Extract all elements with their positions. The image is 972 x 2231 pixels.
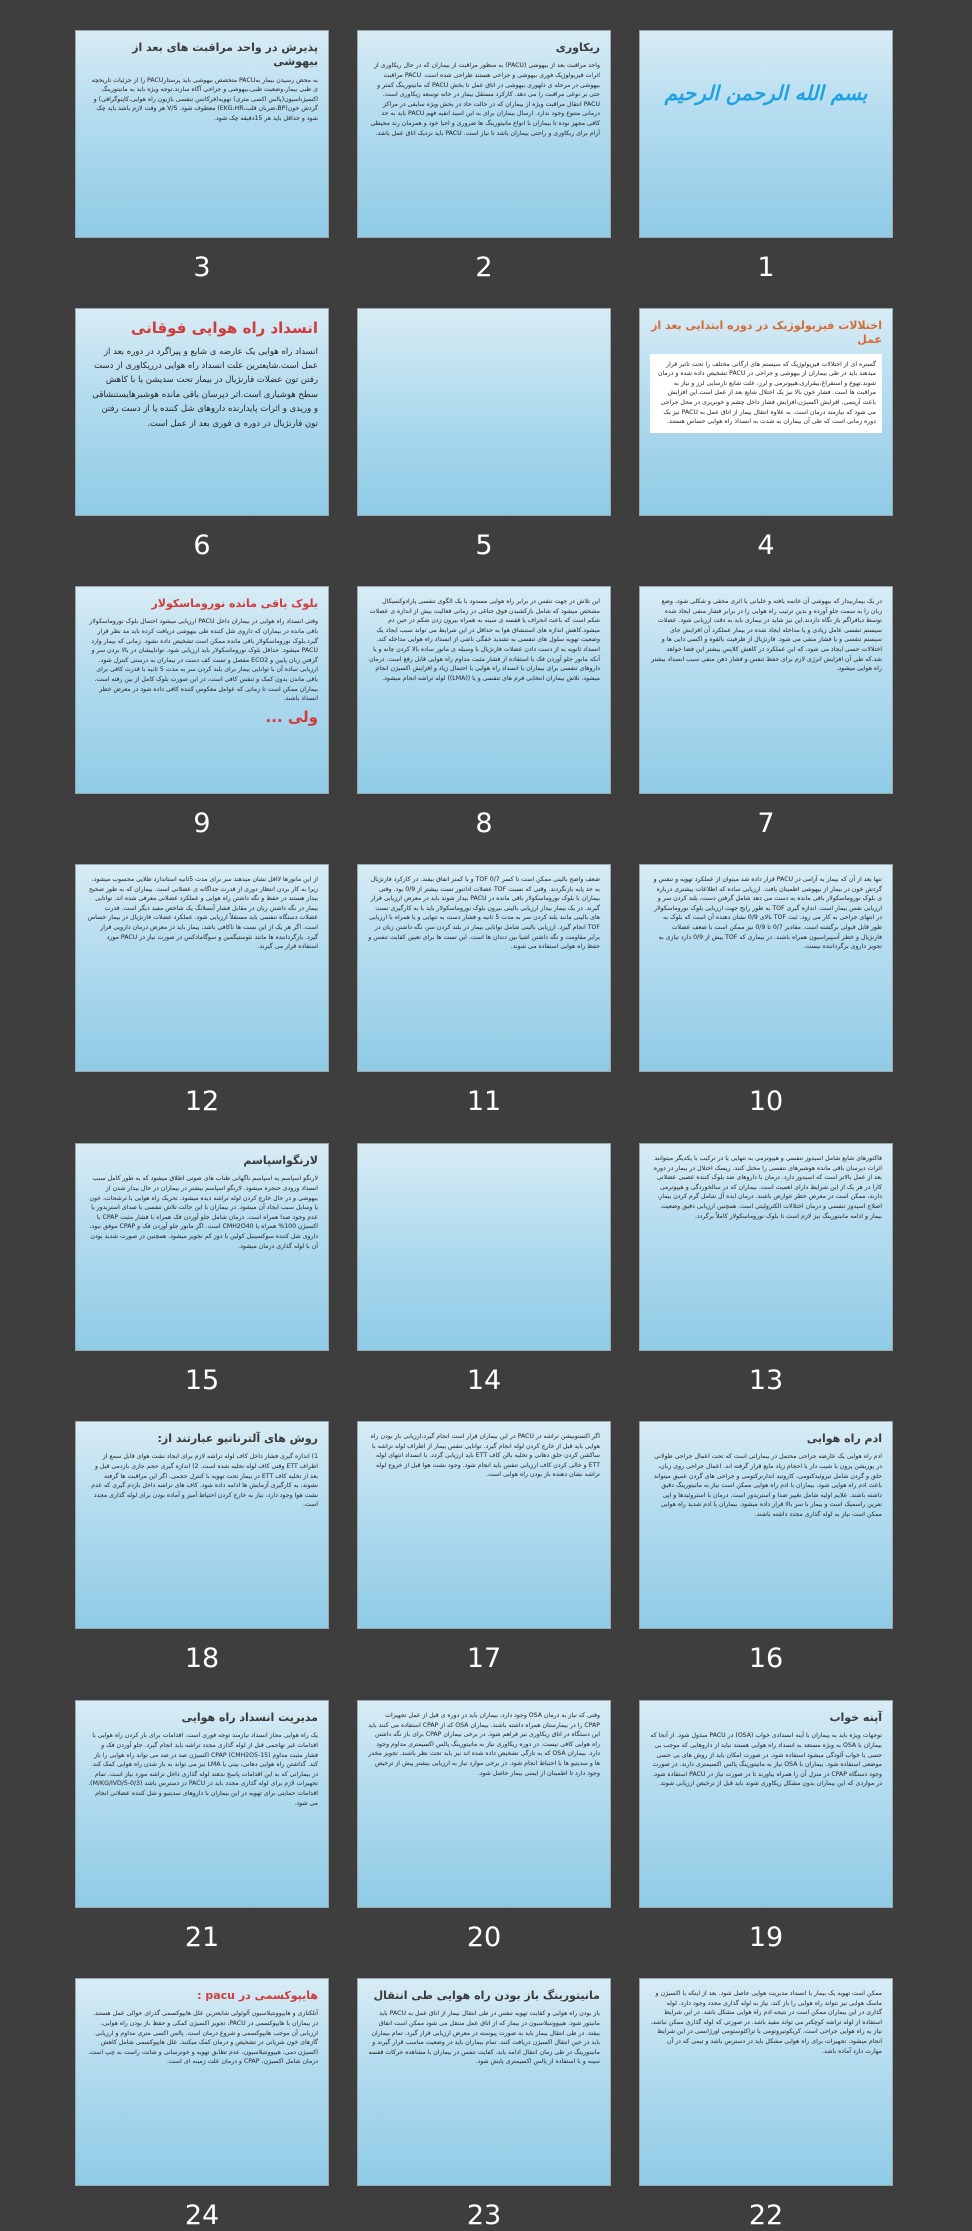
slide-preview[interactable] xyxy=(75,1700,329,1908)
slide-body-text: یک راه هوایی مجاز انسداد نیازمند توجه فوری است. اقدامات برای باز کردن راه هوایی با اقدامات غیر تهاجمی قبل از لوله گذاری مجدد تراشه باید انجام گیرد. جلو آوردن فک و فشار مثبت مداوم CPAP (CMH2O5-15) اکسیژن صد در صد می تواند راه هوایی را باز کند. گذاشتن راه هوایی دهانی، بینی یا LMA نیز می تواند به باز شدن راه هوایی کمک کند. در بیمارانی که به این اقدامات پاسخ ندهند لوله گذاری داخل تراشه مورد نیاز است. تمام تجهیزات لازم برای لوله گذاری مجدد باید در PACU در دسترس باشد (M/KG/IVD/5-0/3). اقدامات حمایتی برای تهویه در این بیماران با داروهای سدیتیو و شل کننده عضلانی انجام می شود. xyxy=(88,1732,318,1807)
slide-title: روش های آلترناتیو عبارتند از: xyxy=(157,1432,318,1445)
slide-preview[interactable] xyxy=(639,30,893,238)
slide-title: انسداد راه هوایی فوقانی xyxy=(130,319,318,337)
slide-body-text: وقتی که نیاز به درمان OSA وجود دارد، بیماران باید در دوره ی قبل از عمل تجهیزات CPAP را در بیمارستان همراه داشته باشند. بیماران OSA که از CPAP استفاده می کنند باید این دستگاه در اتاق ریکاوری نیز فراهم شود. در برخی بیماران CPAP برای باز نگه داشتن راه هوایی کافی نیست. در دوره ریکاوری نیاز به مانیتورینگ پالس اکسیمتری مداوم وجود دارد. بیماران OSA که به تازگی تشخیص داده شده اند نیز باید تحت نظر باشند. تجویز مخدر ها و سدیتیو ها با احتیاط انجام شود. در برخی موارد نیاز به ارزیابی بیشتر پیش از ترخیص وجود دارد تا اطمینان از ایمنی بیمار حاصل شود. xyxy=(368,1712,600,1777)
slide-content xyxy=(368,875,600,1061)
slide-content xyxy=(650,1711,882,1897)
slide-content xyxy=(368,319,600,505)
slide-number: 21 xyxy=(184,1922,220,1953)
slide-body-text: انسداد راه هوایی یک عارضه ی شایع و پیراگرد در دوره بعد از عمل است.شایعترین علت انسداد راه هوایی درریکاوری از دست رفتن تون عضلات فارنژیال در بیمار تحت سدیشن یا با کاهش سطح هوشیاری است.اثر دپرسان باقی مانده هوشبرهایستنشاقی و وریدی و اثرات پایدارنده داروهای شل کننده یا از دست رفتن تون فارنژیال در دوره ی فوری بعد از عمل است. xyxy=(92,346,318,429)
slide-body-text: اگر اکستوبیشن تراشه در PACU در این بیماران قرار است انجام گیرد،ارزیابی باز بودن راه هوایی باید قبل از خارج کردن لوله انجام گیرد. توانایی تنفس بیمار از اطراف لوله تراشه با ساکشن کردن حلق دهانی و تخلیه بالن کاف ETT باید ارزیابی گردد. با انسداد انتهای لوله ETT و خالی کردن کاف ارزیابی تنفس باید انجام شود. وجود نشت هوا قبل از خروج لوله تراشه نشان دهنده باز بودن راه هوایی است. xyxy=(370,1433,600,1479)
slide-number: 22 xyxy=(748,2200,784,2231)
slide-content xyxy=(650,319,882,505)
slide-body-text: گستره ای از اختلالات فیزیولوژیک که سیستم های ارگانی مختلف را تحت تاثیر قرار میدهند باید در طی بیماران از بیهوشی و جراحی در PACU تشخیص داده شده و درمان شوند.تهوع و استفراغ،بیقراری،هیپوترمی و لرز، علت شایع نارسایی لرز و نیاز به مراقبت ها است. فشار خون بالا نیز یک اختلال شایع بعد از عمل است.این افزایش باعث آریتمی، افزایش اکسیژن،افزایش فشار داخل چشم و خونریزی در محل جراحی می شود که نیازمند درمان است. به علاوه انتقال بیمار از اتاق عمل به PACU نیز یک دوره زمانی است که طی آن بیماران به شدت به انسداد راه هوایی حساس هستند. xyxy=(650,354,882,433)
slide-number: 7 xyxy=(757,808,775,839)
slide-preview[interactable] xyxy=(357,1978,611,2186)
slide-preview[interactable] xyxy=(639,1978,893,2186)
slide-number: 14 xyxy=(466,1365,502,1396)
slide-body-text: ممکن است تهویه یک بیمار با انسداد مدیریت هوایی حاصل شود. بعد از اینکه با اکسیژن و ماسک هوایی نیز نتواند راه هوایی را باز کند، نیاز به لوله گذاری مجدد وجود دارد. لوله گذاری در این بیماران ممکن است در نتیجه ادم راه هوایی مشکل باشد. در این شرایط استفاده از لوله تراشه کوچکتر می تواند مفید باشد. در صورتی که لوله گذاری ممکن نباشد، نیاز به راه هوایی جراحی است. کریکوتیروتومی یا تراکئوستومی اورژانسی در این شرایط انجام میشود. تجهیزات برای راه هوایی مشکل باید در دسترس باشد و تیمی که در آن مهارت دارد آماده باشد. xyxy=(650,1990,882,2055)
slide-number: 9 xyxy=(193,808,211,839)
slide-content xyxy=(650,1432,882,1618)
slide-title: مدیریت انسداد راه هوایی xyxy=(181,1711,318,1724)
slide-preview[interactable] xyxy=(357,30,611,238)
slide-preview[interactable] xyxy=(75,1143,329,1351)
slide-content xyxy=(86,319,318,505)
slide-body-text: ادم راه هوایی یک عارضه جراحی محتمل در بیمارانی است که تحت اعمال جراحی طولانی در پوزیشن پرون یا شیب دار با احجام زیاد مایع قرار گرفته اند. اعمال جراحی روی زبان، حلق و گردن شامل تیروئیدکتومی، کاروتید اندارترکتومی و جراحی های گردن عمیق میتواند باعث ادم راه هوایی شود. بیماران با ادم راه هوایی ممکن است نیاز به مانیتورینگ دقیق داشته باشند. علایم اولیه شامل تغییر صدا و استریدور است. درمان با استروئیدها و اپی نفرین راسمیک است و بیمار با سر بالا قرار داده میشود. بیماران با ادم شدید راه هوایی ممکن است نیاز به لوله گذاری مجدد داشته باشند. xyxy=(653,1453,882,1518)
slide-body-text: تنها بعد از آن که بیمار به آرامی در PACU قرار داده شد میتوان از عملکرد تهویه و تنفس و گردش خون در بیمار از بیهوشی اطمینان یافت. ارزیابی ساده که اطلاعات بیشتری درباره ی بلوک نوروماسکولار باقی مانده به دست می دهد شامل گرفتن دست، بلند کردن سر و ارزیابی نفس بیمار است. اندازه گیری TOF به طور رایج جهت ارزیابی بلوک نوروماسکولار در انتهای جراحی به کار می رود. ثبت TOF بالای 0/9 نشان دهنده آن است که بلوک به طور قابل قبولی برگشته است. مقادیر 0/7 تا 0/9 نیز ممکن است با ضعف عضلات فارنژیال و خطر آسپیراسیون همراه باشند. در بیماری که TOF بیش از 0/9 دارد نیازی به تجویز داروی برگرداننده نیست. xyxy=(653,876,882,951)
slide-number: 1 xyxy=(757,252,775,283)
slide-preview[interactable] xyxy=(75,30,329,238)
slide-number: 16 xyxy=(748,1643,784,1674)
slide-number: 19 xyxy=(748,1922,784,1953)
slide-body-text: واحد مراقبت بعد از بیهوشی (PACU) به منظور مراقبت از بیماران که در حال ریکاوری از اثرات فیزیولوژیک فوری بیهوشی و جراحی هستند طراحی شده است. PACU مراقبت بیهوشی در مرحله ی دلهوری بیهوشی در اتاق عمل تا بخش PACU که مانیتورینگ کمتر و حتی بر نوعی مراقبت را می دهد. کارکرد مستقل بیمار در خانه توسعه ریکاوری است. PACU انتقال مراقبت ویژه از بیماران که در حالت حاد در بخش ویژه سایقی در مراکز درمانی متنوع وجود ندارد. ارسال بیماران برای به این اسید انفیه فهم PACU باید به حد کافی مجهز نوده تا بیماران با انواع مانیتورینگ ها ضروری و احیا خود و همزمان رند محیطی آرام برای ریکاوری و راحتی بیماران باشد تا نیاز است. PACU باید نزدیک اتاق عمل باشد. xyxy=(370,62,600,137)
slide-preview[interactable] xyxy=(639,586,893,794)
slide-content xyxy=(650,875,882,1061)
slide-title: اختلالات فیزیولوژیک در دوره ابتدایی بعد از عمل xyxy=(651,319,882,347)
slide-number: 24 xyxy=(184,2200,220,2231)
slide-preview[interactable] xyxy=(75,308,329,516)
slide-content xyxy=(650,1989,882,2175)
slide-body-text: از این مانورها لااقل نشان میدهند سر برای مدت 5ثانیه استاندارد طلایی محسوب میشود، زیرا به کار بردن انتظار دوری از قدرت جداگانه ی عضلانی است. بیماران که به طور صحیح بیدار هستند در حفظ و نگه داشتن راه هوایی و عملکرد عضلانی معرفی شده اند. توانایی بیمار در نگه داشتن زبان در مقابل فشار آبسلانگ یک شاخص مفید دیگر است. قدرت عضلات دستگاه تنفسی باید مستقلاً ارزیابی شود. عملکرد عضلات فارنژیال در بیمار حساس است. اگر هر یک از این تست ها ناکافی باشد، بیمار باید در معرض درمان دارویی قرار گیرد. بازگرداننده ها مانند نئوستیگمین و سوگامادکس در صورت نیاز در PACU مورد استفاده قرار می گیرند. xyxy=(87,876,318,951)
slide-number: 23 xyxy=(466,2200,502,2231)
slide-body-text: ضعف واضح بالینی ممکن است تا کسر TOF 0/7 و یا کمتر اتفاق بیفتد. در کارکرد فارنژیال به حد پایه بازنگردند. وقتی که نسبت TOF عضلات ادانتور تست بیشتر از 0/9 بود. وقتی بیماران با بلوک نوروماسکولار باقی مانده در PACU بیدار شوند باید در معرض ارزیابی قرار گیرند. در یک بیمار بیدار ارزیابی بالینی بیرون بلوک نوروماسکولار باید با به کارگیری تست های بالینی مانند بلند کردن سر به مدت 5 ثانیه و فشار دست به تنهایی و یا همراه با ارزیابی TOF انجام گیرد. ارزیابی بالینی شامل توانایی بیمار در بلند کردن سر، نگه داشتن زبان در برابر مقاومت و نگه داشتن اشیا بین دندان ها است. این تست ها برای تعیین کفایت تنفس و حفظ راه هوایی استفاده می شوند. xyxy=(368,876,600,951)
slide-body-text: به محض رسیدن بیمار بهPACU متخصص بیهوشی باید پرستارPACU را از جزئیات تاریخچه ی طبی بیمار،وضعیت طبی،بیهوشی و جراحی آگاه سازند.توجه ویژه باید به مانیتورینگ اکسیژناسیون(پالس اکسی متری) تهویه(فرکانس تنفسی باژیون راه هوایی،کاپنوگرافی) و گردش خون(BP،ضربان قلب،EKG،HR) معطوف شود. V/S هر وقت لازم باشد باید چک شود و حداقل باید هر 15دقیقه چک شود. xyxy=(91,76,318,123)
slide-title: آپنه خواب xyxy=(829,1711,882,1724)
slide-content xyxy=(86,597,318,783)
slide-content xyxy=(368,1711,600,1897)
slide-title: لارنگواسپاسم xyxy=(243,1154,318,1167)
slide-body-text: این تلاش در جهت تنفس در برابر راه هوایی مسدود با یک الگوی تنفسی پارادوکسیکال مشخص میشود که شامل بازکشیدن فوق جناغی در زمانی فعالیت بیش از اندازه ی عضلات شکم است که باعث انحراف یا قفسه ی سینه به همراه بیرون زدن شکم در حین دم میشود.کاهش اندازه های استنشاق هوا به حداقل در این شرایط می تواند سبب ایجاد یک وضعیت تهویه سلول های تنفسی به تشدید خفگی ناشی از انسداد راه هوایی مداخله کند. انسداد ثانویه به از دست دادن عضلات فارنژیال با وسیله ی مانور ساده بالا کردن چانه و یا آنکه مانور جلو آوردن فک با استفاده از فشار مثبت مداوم راه هوایی قابل رفع است. درمان داروهای تنفسی برای بیماران با انسداد راه هوایی با احتمال زیاد و افزایش اکسیژن انجام میشود. تلاش بیماران انتخابی فرم های تنفسی و یا ((LMA)) لوله تراشه انجام میشود. xyxy=(369,598,600,682)
slide-preview[interactable] xyxy=(357,308,611,516)
slide-number: 18 xyxy=(184,1643,220,1674)
slide-content xyxy=(86,875,318,1061)
slide-content xyxy=(86,1711,318,1897)
slide-number: 20 xyxy=(466,1922,502,1953)
slide-preview[interactable] xyxy=(639,1143,893,1351)
bismillah-text: بسم الله الرحمن الرحیم xyxy=(664,81,868,105)
slide-preview[interactable] xyxy=(639,1421,893,1629)
slide-preview[interactable] xyxy=(357,1700,611,1908)
slide-number: 12 xyxy=(184,1086,220,1117)
slide-body-text: فاکتورهای شایع شامل اسیدوز تنفسی و هیپوترمی به تنهایی یا در ترکیب با یکدیگر میتوانند اثرات دپرسان باقی مانده هوشبرهای تنفسی را مختل کنند. ریسک اختلال در بیمار در دوره بعد از عمل بالاتر است که اسیدوز دارد. درمان با داروهای ضد بلوک کننده عصبی عضلانی کارا در هر یک از این شرایط دارای اهمیت است. بیماران که در سالخوردگی و هیپوترمی دارند، ممکن است در معرض خطر عوارض باشند. درمان ایده آل شامل گرم کردن بیمار، اصلاح اسیدوز تنفسی و درمان اختلالات الکترولیتی است. همچنین ارزیابی دقیق وضعیت بیمار و ادامه مانیتورینگ نیز لازم است تا بلوک نوروماسکولار کاملاً برگردد. xyxy=(653,1155,882,1220)
slide-content xyxy=(86,1154,318,1340)
slide-content xyxy=(650,597,882,783)
slide-number: 15 xyxy=(184,1365,220,1396)
slide-body-text: وقتی انسداد راه هوایی در بیماران داخل PACU ارزیابی میشود احتمال بلوک نوروماسکولار باقی مانده در بیماران که داروی شل کننده طی بیهوشی دریافت کرده باید مد نظر قرار گیرد.بلوک نوروماسکولار باقی مانده ممکن است تشخیص داده نشود. زمانی که بیمار وارد PACU میشود. حداقل بلوک نوروماسکولار باید ارزیابی شود. تواناییشان در بالا بردن سر و گرفتن زبان پایین و ECO2 مفصل و تست کف دست در بیماران به درستی کنترل شود. ارزیابی ساده آن با توانایی بیمار برای بلند کردن سر به مدت 5 ثانیه با قدرت کافی برای باقی ماندن بدون کمک و تنفس کافی است، در این صورت بلوک کامل از بین رفته است. بیماران ممکن است تا زمانی که عوامل معکوس کننده کافی داده شود در معرض خطر انسداد باشند. xyxy=(89,618,318,703)
slide-content xyxy=(368,1989,600,2175)
slide-preview[interactable] xyxy=(357,586,611,794)
slide-content xyxy=(86,1432,318,1618)
slide-title: مانیتورینگ باز بودن راه هوایی طی انتقال xyxy=(373,1989,600,2002)
slide-content xyxy=(86,1989,318,2175)
slide-body-text: در یک بیماربیدار که بیهوشی آن خاتمه یافته و خلبانی با اثری مخفی و شکلی شود، وضع زبان را به سمت جلو آورده و بدین ترتیب راه هوایی را در برابر فشار منفی ایجاد شده توسط دیافراگم باز نگاه داردند.این نیز شاید در بیماری باید به دقت ارزیابی شود. عضلات سیستم تنفسی عامل زیادی و یا مداخله ایجاد شده در بیمار عملکرد آن افزایش جای سیستم تنفسی و یا فشار منفی می شود. فارنژیال از ظرفیت بالقوه و اکسی دایی ها و اختلالات حسی ایجاد می شود، که این عملکرد در کاهش کلاپس بیشتر این فضا خواهد شد.که طی آن افزایش انرژی لازم برای حفظ تنفس و فشار ذهن منفی سبب انسداد بیشتر راه هوایی میشود. xyxy=(651,598,882,673)
slide-preview[interactable] xyxy=(357,1421,611,1629)
slide-body-text: توجهات ویژه باید به بیماران با آپنه انسدادی خواب (OSA) در PACU مبذول شود. از آنجا که بیماران با OSA به ویژه مستعد به انسداد راه هوایی هستند نباید از داروهایی که موجب بی حسی یا خواب آلودگی میشود استفاده شود. در صورت امکان باید از روش های بی حسی موضعی استفاده شود. بیماران با OSA نیاز به مانیتورینگ پالس اکسیمتری دارند. در صورت وجود دستگاه CPAP در منزل آن را همراه بیاورند تا در صورت نیاز در PACU استفاده شود. در مواردی که این بیماران بدون مشکل ریکاوری شوند باید قبل از ترخیص ارزیابی شوند. xyxy=(650,1732,882,1788)
slide-preview[interactable] xyxy=(357,1143,611,1351)
slide-title: بلوک باقی مانده نوروماسکولار xyxy=(151,597,318,610)
slide-title: ریکاوری xyxy=(555,41,600,54)
slide-number: 11 xyxy=(466,1086,502,1117)
slide-content xyxy=(368,1154,600,1340)
slide-tail-text: ولی ... xyxy=(265,707,318,726)
slide-content xyxy=(650,41,882,227)
slide-number: 3 xyxy=(193,252,211,283)
slide-number: 10 xyxy=(748,1086,784,1117)
slide-number: 13 xyxy=(748,1365,784,1396)
slide-content xyxy=(368,597,600,783)
slide-body-text: آتلکتازی و هایپوونتیلاسیون آلوئولی شایعترین علل هایپوکسمی گذرای حوالی عمل هستند. در بیماران با هایپوکسمی در PACU، تجویز اکسیژن کمکی و حفظ باز بودن راه هوایی، ارزیابی آن موجب هایپوکسمی و شروع درمان است. پالس اکسی متری مداوم و ارزیابی گازهای خون شریانی در تشخیص و درمان کمک میکنند. علل هایپوکسمی شامل کاهش اکسیژن دمی، هیپوونتیلاسیون، عدم تطابق تهویه و خونرسانی و شانت راست به چپ است. درمان شامل اکسیژن، CPAP و درمان علت زمینه ای است. xyxy=(88,2010,318,2066)
slide-preview[interactable] xyxy=(357,864,611,1072)
slide-title: ادم راه هوایی xyxy=(806,1432,882,1445)
slide-content xyxy=(368,1432,600,1618)
slide-preview[interactable] xyxy=(75,586,329,794)
slide-preview[interactable] xyxy=(639,1700,893,1908)
slide-preview[interactable] xyxy=(75,1978,329,2186)
slide-number: 6 xyxy=(193,530,211,561)
slide-number: 5 xyxy=(475,530,493,561)
slide-body-text: لارنگو اسپاسم به اسپاسم ناگهانی طناب های صوتی اطلاق میشود که به طور کامل سبب انسداد ورودی حنجره میشود. لارنگو اسپاسم بیشتر در بیماران در حال بیدار شدن از بیهوشی و در حال خارج کردن لوله تراشه دیده میشود. تحریک راه هوایی با ترشحات، خون یا وسایل سبب ایجاد آن میشود. در بیماران با این حالت تلاش تنفسی با صدای استریدور یا عدم وجود صدا همراه است. درمان شامل جلو آوردن فک همراه با فشار مثبت CPAP با اکسیژن 100% همراه با CMH2O40 است. اگر مانور جلو آوردن فک و CPAP موفق نبود، داروی شل کننده سوکسینیل کولین با دوز کم تجویز میشود. همچنین در صورت شدید بودن آن با لوله گذاری درمان میشود. xyxy=(89,1175,318,1250)
slide-preview[interactable] xyxy=(639,864,893,1072)
slide-number: 2 xyxy=(475,252,493,283)
slide-body-text: 1) اندازه گیری فشار داخل کاف لوله تراشه لازم برای ایجاد نشت هوای قابل سمع از اطراف ETT وقتی کاف لوله تخلیه شده است. 2) اندازه گیری حجم جاری بازدمی قبل و بعد از تخلیه کاف ETT در بیمار تحت تهویه با کنترل حجمی. اگر این مراقبت ها گرفته نشوند، به کارگیری آزمایش ها ادامه داده شود. کاف های تراشه داخل بازدم گیری که عدم نشت هوا وجود دارد، نیاز به خارج کردن احتیاط آمیز و آماده بودن برای لوله گذاری مجدد است. xyxy=(91,1453,318,1509)
slide-title: پذیرش در واحد مراقبت های بعد از بیهوشی xyxy=(132,41,318,69)
slide-number: 17 xyxy=(466,1643,502,1674)
slide-preview[interactable] xyxy=(639,308,893,516)
slide-preview[interactable] xyxy=(75,1421,329,1629)
slide-body-text: باز بودن راه هوایی و کفایت تهویه تنفس در طی انتقال بیمار از اتاق عمل به PACU باید مانیتور شود. هیپوونتیلاسیون در بیمار که از اتاق عمل منتقل می شود ممکن است اتفاق بیفتد. در طی انتقال بیمار باید به صورت پیوسته در معرض ارزیابی قرار گیرد. تمام بیماران باید در حین انتقال اکسیژن دریافت کنند. تمام بیماران باید در وضعیت مناسب قرار گیرند و مانیتورینگ در طی زمان انتقال ادامه یابد. کفایت تنفس در بیماران با مشاهده حرکات قفسه سینه و با استفاده از پالس اکسیمتری پایش شود. xyxy=(368,2010,600,2066)
slide-content xyxy=(86,41,318,227)
slide-content xyxy=(368,41,600,227)
slide-number: 4 xyxy=(757,530,775,561)
slide-content xyxy=(650,1154,882,1340)
slide-number: 8 xyxy=(475,808,493,839)
slide-preview[interactable] xyxy=(75,864,329,1072)
slide-title: هایپوکسمی در pacu : xyxy=(197,1989,318,2002)
